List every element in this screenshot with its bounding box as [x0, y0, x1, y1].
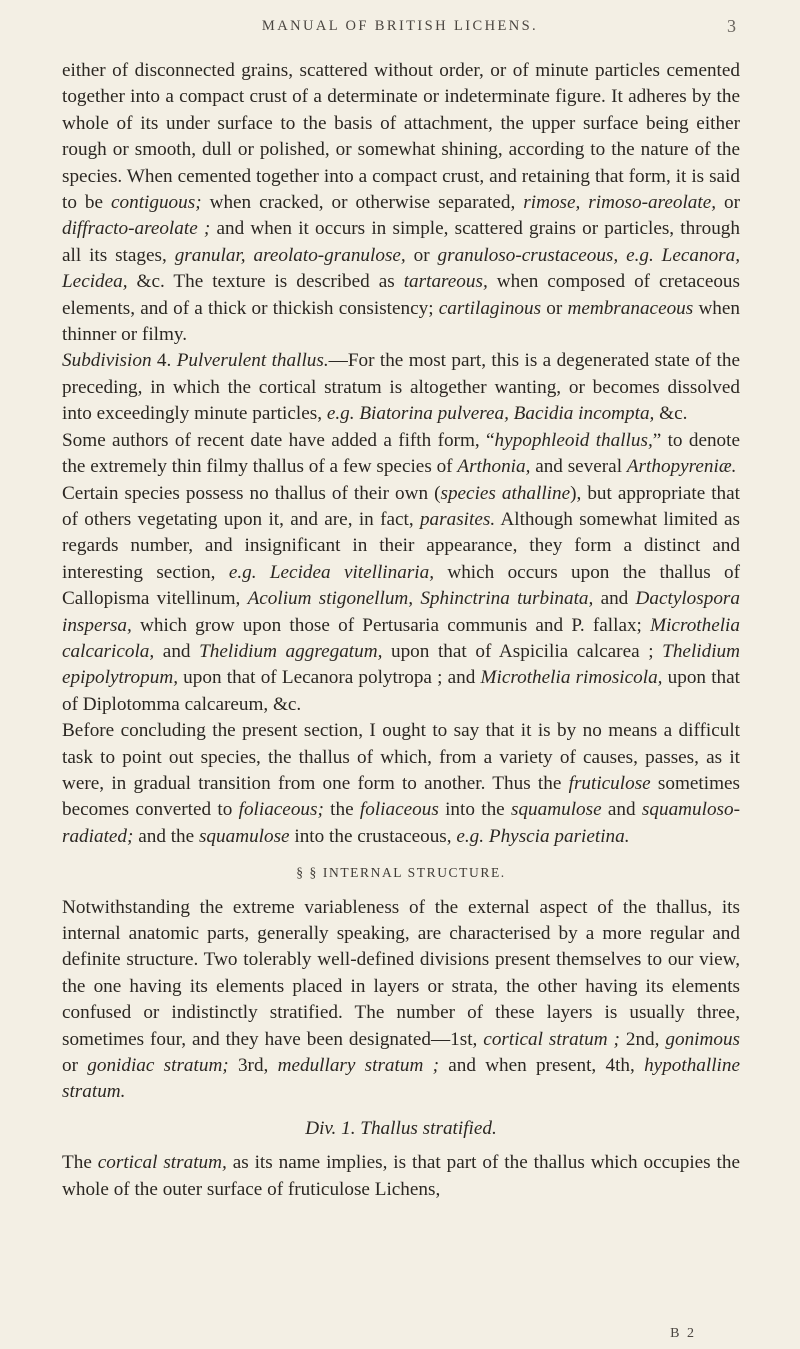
italic-run: e.g. Biatorina pulverea, Bacidia incompta, — [326, 403, 655, 425]
text-run: upon that of Diplotomma calcareum, &c. — [62, 667, 740, 715]
italic-run: Arthonia, — [457, 456, 531, 478]
italic-run: Pulverulent thallus. — [176, 350, 329, 372]
paragraph-internal-structure — [62, 895, 740, 1106]
text-run: the — [323, 799, 360, 821]
italic-run: Thelidium aggregatum, — [199, 640, 383, 662]
text-run: 4. — [151, 350, 177, 372]
italic-run: Microthelia calcaricola, — [62, 614, 740, 662]
italic-run: e.g. Lecidea vitellinaria, — [228, 561, 435, 583]
italic-run: Dactylospora inspersa, — [62, 588, 740, 636]
text-run: and the — [133, 825, 199, 847]
italic-run: cartilaginous — [438, 297, 542, 319]
italic-run: Acolium stigonellum, Sphinctrina turbinata, — [247, 588, 594, 610]
italic-run: species athalline — [440, 482, 571, 504]
italic-run: contiguous; — [111, 192, 202, 214]
text-run: or — [62, 1055, 88, 1077]
paragraph-thallus-texture — [62, 58, 740, 348]
text-run: upon that of Lecanora polytropa ; and — [178, 667, 481, 689]
text-run: 3rd, — [228, 1055, 278, 1077]
text-run: ” to denote the extremely thin filmy thallus of a few species of — [62, 429, 740, 478]
italic-run: cortical stratum ; — [483, 1028, 620, 1050]
division-title: Thallus stratified. — [360, 1117, 497, 1139]
italic-run: foliaceous — [359, 799, 439, 821]
paragraph-hypophleoid-thallus — [62, 428, 740, 481]
text-run: Certain species possess no thallus of their own ( — [62, 482, 441, 504]
italic-run: Arthopyreniæ. — [626, 456, 737, 478]
text-run: Some authors of recent date have added a fifth form, “ — [62, 429, 495, 451]
italic-run: e.g. Physcia parietina. — [456, 825, 630, 847]
italic-run: cortical stratum, — [97, 1152, 227, 1174]
italic-run: Thelidium epipolytropum, — [62, 640, 740, 689]
section-heading-internal-structure: § § INTERNAL STRUCTURE. — [296, 865, 506, 881]
italic-run: squamulose — [198, 825, 290, 847]
text-run: Before concluding the present section, I ought to say that it is by no means a difficult task to point out species, the thallus of which, from a variety of causes, passes, as it were, in gradual transition from one form to another. Thus the — [62, 720, 740, 794]
text-run: The — [62, 1152, 98, 1174]
text-run: or — [541, 297, 568, 319]
text-run: and — [601, 799, 642, 821]
italic-run: granuloso-crustaceous, e.g. Lecanora, Lecidea, — [62, 244, 741, 293]
italic-run: squamulose — [511, 799, 602, 821]
text-run: &c. The texture is described as — [127, 271, 404, 293]
page-number: 3 — [727, 16, 736, 36]
page-body — [62, 58, 740, 1203]
italic-run: hypophleoid thallus, — [494, 429, 653, 451]
italic-run: parasites. — [419, 508, 496, 530]
text-run: when composed of cretaceous elements, and of a thick or thickish consistency; — [62, 271, 740, 319]
italic-run: medullary stratum ; — [277, 1055, 439, 1077]
italic-run: squamuloso-radiated; — [62, 799, 740, 847]
text-run: upon that of Aspicilia calcarea ; — [382, 640, 663, 662]
italic-run: gonidiac stratum; — [87, 1055, 229, 1077]
text-run: sometimes becomes converted to — [62, 772, 740, 821]
paragraph-cortical-stratum — [62, 1150, 740, 1203]
italic-run: hypothalline stratum. — [62, 1055, 740, 1103]
italic-run: Subdivision — [62, 350, 152, 372]
text-run: &c. — [654, 403, 688, 425]
text-run: Notwithstanding the extreme variableness of the external aspect of the thallus, its internal anatomic parts, generally speaking, are characterised by a more regular and definite structure. Two tolerably well-defined divisions present themselves to our view, the one having its elements placed in layers or strata, the other having its elements confused or indistinctly stratified. The number of these layers is usually three, sometimes four, and they have been designated—1st, — [62, 896, 740, 1050]
italic-run: granular, areolato-granulose, — [174, 244, 406, 266]
division-heading — [62, 1116, 740, 1142]
italic-run: Microthelia rimosicola, — [480, 667, 663, 689]
text-run: ), but appropriate that of others vegetating upon it, and are, in fact, — [62, 482, 741, 530]
italic-run: membranaceous — [567, 297, 694, 319]
italic-run: foliaceous; — [238, 799, 324, 821]
text-run: into the — [438, 799, 511, 821]
italic-run: fruticulose — [568, 772, 651, 794]
running-title: MANUAL OF BRITISH LICHENS. — [261, 18, 539, 34]
italic-run: gonimous — [665, 1028, 740, 1050]
text-run: 2nd, — [619, 1028, 666, 1050]
text-run: when thinner or filmy. — [62, 297, 741, 346]
text-run: into the crustaceous, — [289, 825, 457, 847]
text-run: which grow upon those of Pertusaria communis and P. fallax; — [131, 614, 651, 636]
text-run: as its name implies, is that part of the thallus which occupies the whole of the outer surface of fruticulose Lichens, — [62, 1152, 740, 1200]
italic-run: tartareous, — [403, 271, 488, 293]
running-head — [0, 18, 800, 48]
text-run: —For the most part, this is a degenerated state of the preceding, in which the cortical stratum is altogether wanting, or becomes dissolved into exceedingly minute particles, — [62, 350, 740, 425]
signature-mark: B 2 — [670, 1326, 696, 1341]
text-run: and — [593, 588, 636, 610]
text-run: and several — [530, 456, 627, 478]
text-run: which occurs upon the thallus of Callopisma vitellinum, — [62, 561, 740, 610]
text-run: or — [405, 244, 438, 266]
text-run: either of disconnected grains, scattered without order, or of minute particles cemented together into a compact crust of a determinate or indeterminate figure. It adheres by the whole of its under surface to the basis of attachment, the upper surface being either rough or smooth, dull or polished, or somewhat shining, according to the nature of the species. When cemented together into a compact crust, and retaining that form, it is said to be — [62, 60, 740, 214]
italic-run: rimose, rimoso-areolate, — [523, 192, 717, 214]
text-run: or — [716, 192, 740, 214]
text-run: and when it occurs in simple, scattered grains or particles, through all its stages, — [62, 218, 740, 266]
text-run: and when present, 4th, — [438, 1055, 645, 1077]
division-prefix: Div. 1. — [305, 1117, 356, 1139]
text-run: Although somewhat limited as regards number, and insignificant in their appearance, they form a distinct and interesting section, — [62, 508, 740, 583]
text-run: when cracked, or otherwise separated, — [201, 192, 524, 214]
text-run: and — [154, 640, 200, 662]
paragraph-athalline-species — [62, 481, 740, 719]
italic-run: diffracto-areolate ; — [62, 218, 211, 240]
paragraph-pulverulent-thallus — [62, 348, 740, 427]
paragraph-transition-forms — [62, 718, 740, 850]
